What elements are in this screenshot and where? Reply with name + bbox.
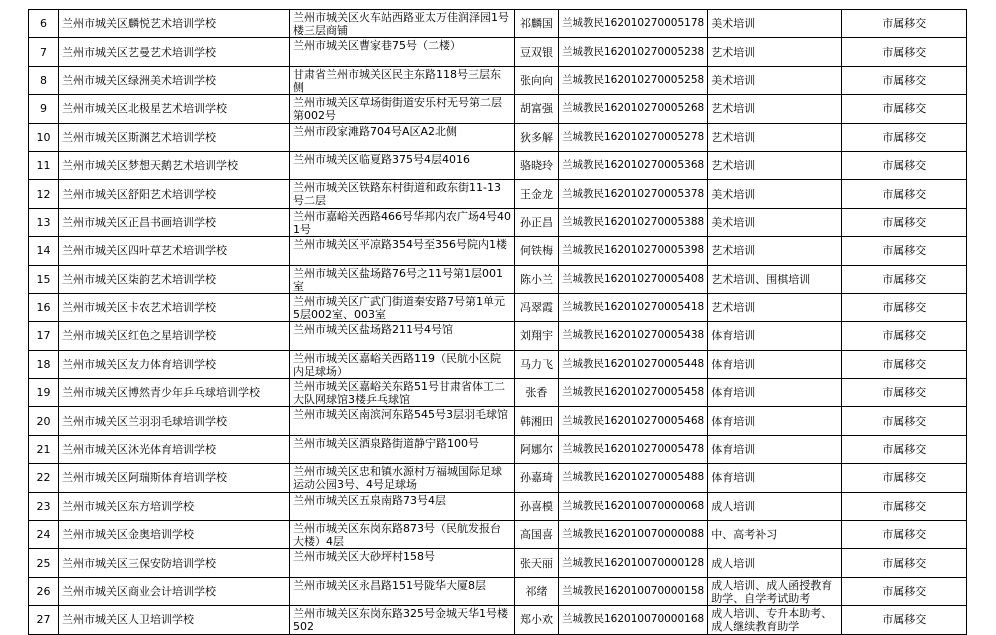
transfer-status: 市属移交	[842, 95, 967, 123]
license-number: 兰城教民162010070000168	[559, 606, 708, 634]
legal-representative: 王金龙	[515, 180, 559, 208]
table-row	[29, 549, 967, 577]
school-name: 兰州市城关区北极星艺术培训学校	[59, 95, 290, 123]
table-row	[29, 38, 967, 66]
school-address: 兰州市嘉峪关西路466号华邦内农广场4号401号	[290, 208, 515, 236]
table-row	[29, 350, 967, 378]
school-address: 兰州市城关区盐场路76号之11号第1层001室	[290, 265, 515, 293]
transfer-status: 市属移交	[842, 293, 967, 321]
row-number: 9	[29, 95, 59, 123]
legal-representative: 马力飞	[515, 350, 559, 378]
business-scope: 美术培训	[708, 208, 842, 236]
school-name: 兰州市城关区阿瑞斯体育培训学校	[59, 464, 290, 492]
transfer-status: 市属移交	[842, 464, 967, 492]
license-number: 兰城教民162010070000068	[559, 492, 708, 520]
transfer-status: 市属移交	[842, 606, 967, 634]
school-name: 兰州市城关区斯渊艺术培训学校	[59, 123, 290, 151]
business-scope: 体育培训	[708, 379, 842, 407]
school-address: 兰州市段家滩路704号A区A2北侧	[290, 123, 515, 151]
legal-representative: 祁绪	[515, 577, 559, 605]
table-row	[29, 379, 967, 407]
school-address: 兰州市城关区忠和镇水源村万福城国际足球运动公园3号、4号足球场	[290, 464, 515, 492]
table-row	[29, 180, 967, 208]
legal-representative: 高国喜	[515, 521, 559, 549]
transfer-status: 市属移交	[842, 151, 967, 179]
legal-representative: 张向向	[515, 66, 559, 94]
table-row	[29, 435, 967, 463]
school-address: 兰州市城关区铁路东村街道和政东街11-13号二层	[290, 180, 515, 208]
row-number: 7	[29, 38, 59, 66]
school-address: 兰州市城关区大砂坪村158号	[290, 549, 515, 577]
legal-representative: 何铁梅	[515, 237, 559, 265]
legal-representative: 冯翠霞	[515, 293, 559, 321]
transfer-status: 市属移交	[842, 521, 967, 549]
legal-representative: 刘翔宇	[515, 322, 559, 350]
transfer-status: 市属移交	[842, 180, 967, 208]
legal-representative: 韩湘田	[515, 407, 559, 435]
license-number: 兰城教民162010270005258	[559, 66, 708, 94]
business-scope: 艺术培训	[708, 237, 842, 265]
table-row	[29, 293, 967, 321]
school-list-sheet	[28, 9, 967, 635]
legal-representative: 张香	[515, 379, 559, 407]
license-number: 兰城教民162010070000128	[559, 549, 708, 577]
business-scope: 艺术培训	[708, 151, 842, 179]
business-scope: 美术培训	[708, 66, 842, 94]
transfer-status: 市属移交	[842, 407, 967, 435]
business-scope: 中、高考补习	[708, 521, 842, 549]
license-number: 兰城教民162010270005438	[559, 322, 708, 350]
table-row	[29, 577, 967, 605]
transfer-status: 市属移交	[842, 123, 967, 151]
row-number: 13	[29, 208, 59, 236]
row-number: 10	[29, 123, 59, 151]
row-number: 6	[29, 10, 59, 38]
license-number: 兰城教民162010270005408	[559, 265, 708, 293]
table-row	[29, 521, 967, 549]
school-name: 兰州市城关区金奥培训学校	[59, 521, 290, 549]
business-scope: 体育培训	[708, 407, 842, 435]
row-number: 12	[29, 180, 59, 208]
license-number: 兰城教民162010270005398	[559, 237, 708, 265]
school-address: 兰州市城关区东岗东路873号（民航发报台大楼）4层	[290, 521, 515, 549]
row-number: 25	[29, 549, 59, 577]
school-name: 兰州市城关区卡农艺术培训学校	[59, 293, 290, 321]
school-address: 兰州市城关区五泉南路73号4层	[290, 492, 515, 520]
transfer-status: 市属移交	[842, 350, 967, 378]
transfer-status: 市属移交	[842, 237, 967, 265]
school-address: 兰州市城关区嘉峪关西路119（民航小区院内足球场）	[290, 350, 515, 378]
school-name: 兰州市城关区四叶草艺术培训学校	[59, 237, 290, 265]
business-scope: 成人培训	[708, 549, 842, 577]
license-number: 兰城教民162010270005268	[559, 95, 708, 123]
business-scope: 艺术培训	[708, 38, 842, 66]
license-number: 兰城教民162010270005418	[559, 293, 708, 321]
table-body	[29, 10, 967, 635]
table-row	[29, 151, 967, 179]
license-number: 兰城教民162010270005278	[559, 123, 708, 151]
school-address: 兰州市城关区火车站西路亚太万佳润泽园1号楼三层商铺	[290, 10, 515, 38]
legal-representative: 郑小欢	[515, 606, 559, 634]
table-row	[29, 123, 967, 151]
transfer-status: 市属移交	[842, 577, 967, 605]
license-number: 兰城教民162010270005238	[559, 38, 708, 66]
row-number: 8	[29, 66, 59, 94]
legal-representative: 阿娜尔	[515, 435, 559, 463]
school-address: 兰州市城关区酒泉路街道静宁路100号	[290, 435, 515, 463]
license-number: 兰城教民162010270005478	[559, 435, 708, 463]
business-scope: 体育培训	[708, 350, 842, 378]
school-name: 兰州市城关区商业会计培训学校	[59, 577, 290, 605]
school-address: 兰州市城关区曹家巷75号（二楼）	[290, 38, 515, 66]
business-scope: 成人培训、专升本助考、成人继续教育助学	[708, 606, 842, 634]
school-address: 兰州市城关区广武门街道秦安路7号第1单元5层002室、003室	[290, 293, 515, 321]
legal-representative: 胡富强	[515, 95, 559, 123]
license-number: 兰城教民162010270005368	[559, 151, 708, 179]
legal-representative: 孙嘉琦	[515, 464, 559, 492]
legal-representative: 骆晓玲	[515, 151, 559, 179]
table-row	[29, 66, 967, 94]
school-name: 兰州市城关区麟悦艺术培训学校	[59, 10, 290, 38]
table-row	[29, 407, 967, 435]
license-number: 兰城教民162010270005378	[559, 180, 708, 208]
legal-representative: 孙正昌	[515, 208, 559, 236]
row-number: 15	[29, 265, 59, 293]
legal-representative: 张天丽	[515, 549, 559, 577]
school-name: 兰州市城关区艺曼艺术培训学校	[59, 38, 290, 66]
school-name: 兰州市城关区人卫培训学校	[59, 606, 290, 634]
legal-representative: 狄多解	[515, 123, 559, 151]
license-number: 兰城教民162010270005458	[559, 379, 708, 407]
school-name: 兰州市城关区绿洲美术培训学校	[59, 66, 290, 94]
row-number: 20	[29, 407, 59, 435]
row-number: 14	[29, 237, 59, 265]
school-name: 兰州市城关区柒韵艺术培训学校	[59, 265, 290, 293]
school-address: 兰州市城关区草场街街道安乐村无号第二层第002号	[290, 95, 515, 123]
legal-representative: 孙喜模	[515, 492, 559, 520]
license-number: 兰城教民162010070000158	[559, 577, 708, 605]
business-scope: 体育培训	[708, 464, 842, 492]
transfer-status: 市属移交	[842, 492, 967, 520]
legal-representative: 陈小兰	[515, 265, 559, 293]
license-number: 兰城教民162010270005178	[559, 10, 708, 38]
business-scope: 艺术培训	[708, 95, 842, 123]
license-number: 兰城教民162010270005388	[559, 208, 708, 236]
license-number: 兰城教民162010270005468	[559, 407, 708, 435]
row-number: 21	[29, 435, 59, 463]
row-number: 23	[29, 492, 59, 520]
legal-representative: 豆双银	[515, 38, 559, 66]
transfer-status: 市属移交	[842, 322, 967, 350]
school-address: 兰州市城关区南滨河东路545号3层羽毛球馆	[290, 407, 515, 435]
school-name: 兰州市城关区三保安防培训学校	[59, 549, 290, 577]
transfer-status: 市属移交	[842, 10, 967, 38]
school-name: 兰州市城关区东方培训学校	[59, 492, 290, 520]
business-scope: 体育培训	[708, 435, 842, 463]
school-name: 兰州市城关区博然青少年乒乓球培训学校	[59, 379, 290, 407]
business-scope: 成人培训、成人函授教育助学、自学考试助考	[708, 577, 842, 605]
business-scope: 艺术培训	[708, 293, 842, 321]
school-address: 兰州市城关区临夏路375号4层4016	[290, 151, 515, 179]
legal-representative: 祁麟国	[515, 10, 559, 38]
table-row	[29, 265, 967, 293]
row-number: 27	[29, 606, 59, 634]
table-row	[29, 237, 967, 265]
table-row	[29, 322, 967, 350]
school-address: 兰州市城关区盐场路211号4号馆	[290, 322, 515, 350]
license-number: 兰城教民162010270005488	[559, 464, 708, 492]
row-number: 18	[29, 350, 59, 378]
row-number: 11	[29, 151, 59, 179]
transfer-status: 市属移交	[842, 435, 967, 463]
school-name: 兰州市城关区正昌书画培训学校	[59, 208, 290, 236]
school-name: 兰州市城关区舒阳艺术培训学校	[59, 180, 290, 208]
table-row	[29, 208, 967, 236]
business-scope: 体育培训	[708, 322, 842, 350]
transfer-status: 市属移交	[842, 208, 967, 236]
transfer-status: 市属移交	[842, 379, 967, 407]
business-scope: 艺术培训	[708, 123, 842, 151]
school-address: 兰州市城关区永昌路151号陇华大厦8层	[290, 577, 515, 605]
row-number: 17	[29, 322, 59, 350]
license-number: 兰城教民162010070000088	[559, 521, 708, 549]
row-number: 26	[29, 577, 59, 605]
license-number: 兰城教民162010270005448	[559, 350, 708, 378]
school-name: 兰州市城关区友力体育培训学校	[59, 350, 290, 378]
transfer-status: 市属移交	[842, 66, 967, 94]
row-number: 19	[29, 379, 59, 407]
business-scope: 美术培训	[708, 180, 842, 208]
row-number: 16	[29, 293, 59, 321]
school-address: 兰州市城关区东岗东路325号金城天华1号楼502	[290, 606, 515, 634]
school-name: 兰州市城关区沐光体育培训学校	[59, 435, 290, 463]
school-address: 兰州市城关区嘉峪关东路51号甘肃省体工二大队网球馆3楼乒乓球馆	[290, 379, 515, 407]
school-name: 兰州市城关区兰羽羽毛球培训学校	[59, 407, 290, 435]
row-number: 24	[29, 521, 59, 549]
row-number: 22	[29, 464, 59, 492]
school-address: 甘肃省兰州市城关区民主东路118号三层东侧	[290, 66, 515, 94]
table-row	[29, 492, 967, 520]
school-name: 兰州市城关区红色之星培训学校	[59, 322, 290, 350]
business-scope: 美术培训	[708, 10, 842, 38]
transfer-status: 市属移交	[842, 265, 967, 293]
transfer-status: 市属移交	[842, 38, 967, 66]
table-row	[29, 10, 967, 38]
school-name: 兰州市城关区梦想天鹅艺术培训学校	[59, 151, 290, 179]
business-scope: 成人培训	[708, 492, 842, 520]
table-row	[29, 95, 967, 123]
table-row	[29, 464, 967, 492]
transfer-status: 市属移交	[842, 549, 967, 577]
school-address: 兰州市城关区平凉路354号至356号院内1楼	[290, 237, 515, 265]
table-row	[29, 606, 967, 634]
business-scope: 艺术培训、围棋培训	[708, 265, 842, 293]
school-table	[28, 9, 967, 635]
